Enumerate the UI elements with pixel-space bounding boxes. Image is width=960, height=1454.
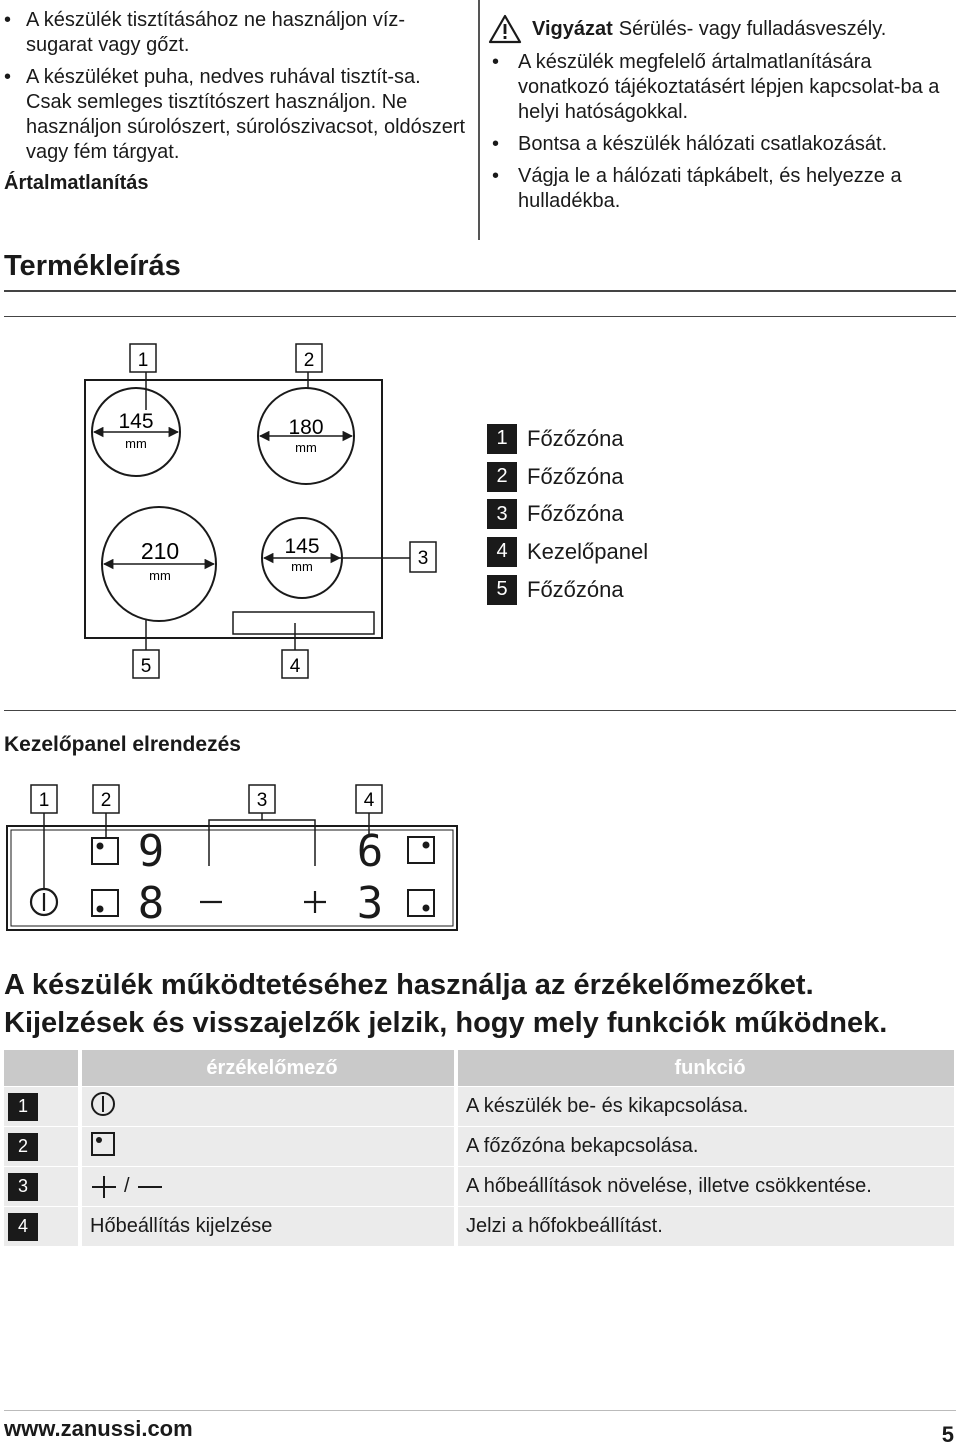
table-row — [4, 1166, 954, 1206]
row-sensor-text: Hőbeállítás kijelzése — [78, 1206, 454, 1246]
column-divider — [478, 0, 480, 240]
footer-url[interactable]: www.zanussi.com — [4, 1416, 193, 1441]
callout-4 — [282, 650, 308, 678]
section-rule — [4, 290, 956, 292]
legend-label: Főzőzóna — [527, 576, 624, 602]
heat-display-digit: 6 — [356, 826, 384, 877]
disposal-section — [488, 14, 960, 221]
minus-icon — [136, 1175, 164, 1199]
zone-3-unit: mm — [291, 559, 313, 574]
cooking-zone-1 — [92, 388, 180, 476]
legend-row — [487, 533, 648, 571]
row-function: A készülék be- és kikapcsolása. — [454, 1086, 954, 1126]
callout-2 — [296, 344, 322, 372]
sensor-function-table — [4, 1050, 954, 1246]
product-heading: Termékleírás — [4, 250, 181, 282]
legend-label: Főzőzóna — [527, 463, 624, 489]
legend-number: 2 — [487, 462, 517, 492]
diagram-legend — [487, 420, 648, 608]
row-function: A főzőzóna bekapcsolása. — [454, 1126, 954, 1166]
svg-text:1: 1 — [137, 350, 149, 371]
table-row — [4, 1126, 954, 1166]
zone-5-unit: mm — [149, 568, 171, 583]
warning-label: Vigyázat — [532, 18, 613, 40]
plus-icon — [90, 1175, 118, 1199]
intro-line-1: A készülék működtetéséhez használja az érzékelőmezőket. — [4, 969, 814, 1001]
legend-row — [487, 420, 648, 458]
table-header-row — [4, 1050, 954, 1086]
intro-text — [4, 966, 960, 1042]
legend-row — [487, 458, 648, 496]
legend-number: 3 — [487, 499, 517, 529]
svg-text:3: 3 — [417, 548, 429, 569]
legend-number: 5 — [487, 575, 517, 605]
legend-row — [487, 495, 648, 533]
panel-heading: Kezelőpanel elrendezés — [4, 733, 241, 756]
cooking-zone-5 — [102, 507, 216, 621]
svg-text:4: 4 — [289, 656, 301, 677]
svg-text:5: 5 — [140, 656, 152, 677]
zone-5-size: 210 — [140, 538, 180, 564]
callout-3 — [410, 542, 436, 572]
slash-separator: / — [124, 1175, 130, 1197]
warning-text: Sérülés- vagy fulladásveszély. — [618, 18, 887, 40]
row-number: 3 — [8, 1173, 38, 1201]
cooking-zone-3 — [262, 518, 342, 598]
panel-callout-3 — [249, 785, 275, 813]
legend-number: 1 — [487, 424, 517, 454]
cleaning-list — [0, 8, 470, 165]
callout-1 — [130, 344, 156, 372]
cleaning-section — [0, 8, 470, 195]
zone-icon — [90, 1131, 116, 1157]
section-rule-thin — [4, 316, 956, 317]
panel-callout-1 — [31, 785, 57, 813]
heat-display-digit: 3 — [356, 878, 384, 929]
page-number: 5 — [941, 1422, 954, 1447]
cleaning-bullet: • A készülék tisztításához ne használjon víz-sugarat vagy gőzt. — [0, 8, 470, 58]
disposal-bullet: • Vágja le a hálózati tápkábelt, és helyezze a hulladékba. — [488, 164, 960, 214]
zone-1-size: 145 — [118, 410, 154, 433]
row-function: Jelzi a hőfokbeállítást. — [454, 1206, 954, 1246]
table-row — [4, 1086, 954, 1126]
warning-line — [488, 14, 960, 44]
table-header-sensor: érzékelőmező — [78, 1050, 454, 1086]
zone-2-unit: mm — [295, 440, 317, 455]
disposal-bullet: • Bontsa a készülék hálózati csatlakozását. — [488, 132, 960, 157]
legend-label: Főzőzóna — [527, 501, 624, 527]
svg-text:2: 2 — [100, 790, 112, 811]
svg-text:4: 4 — [363, 790, 375, 811]
svg-text:1: 1 — [38, 790, 50, 811]
disposal-heading: Ártalmatlanítás — [4, 172, 149, 194]
zone-1-unit: mm — [125, 436, 147, 451]
svg-text:3: 3 — [256, 790, 268, 811]
row-number: 2 — [8, 1133, 38, 1161]
svg-text:2: 2 — [303, 350, 315, 371]
zone-2-size: 180 — [288, 416, 324, 439]
footer-rule — [4, 1410, 956, 1411]
legend-label: Kezelőpanel — [527, 538, 649, 564]
callout-5 — [133, 650, 159, 678]
control-panel-diagram — [0, 780, 470, 940]
disposal-list — [488, 50, 960, 214]
row-number: 4 — [8, 1213, 38, 1241]
control-panel-strip — [233, 612, 374, 634]
legend-number: 4 — [487, 537, 517, 567]
power-icon — [90, 1091, 116, 1117]
disposal-bullet: • A készülék megfelelő ártalmatlanítására vonatkozó tájékoztatásért lépjen kapcsolat-ba a helyi hatóságokkal. — [488, 50, 960, 125]
panel-callout-4 — [356, 785, 382, 813]
row-number: 1 — [8, 1093, 38, 1121]
cooking-zone-2 — [258, 388, 354, 484]
panel-callout-2 — [93, 785, 119, 813]
legend-label: Főzőzóna — [527, 425, 624, 451]
heat-display-digit: 9 — [137, 826, 165, 877]
hob-diagram — [0, 330, 960, 690]
table-header-num — [4, 1050, 78, 1086]
table-row — [4, 1206, 954, 1246]
cleaning-bullet: • A készüléket puha, nedves ruhával tisztít-sa. Csak semleges tisztítószert használjon. Ne használjon súrolószert, súrolószivacsot, oldószert vagy fém tárgyat. — [0, 65, 470, 165]
intro-line-2: Kijelzések és visszajelzők jelzik, hogy mely funkciók működnek. — [4, 1007, 888, 1039]
warning-triangle-icon — [488, 14, 522, 44]
heat-display-digit: 8 — [137, 878, 165, 929]
table-header-function: funkció — [454, 1050, 954, 1086]
section-rule-thin — [4, 710, 956, 711]
legend-row — [487, 571, 648, 609]
row-function: A hőbeállítások növelése, illetve csökkentése. — [454, 1166, 954, 1206]
zone-3-size: 145 — [284, 535, 320, 558]
